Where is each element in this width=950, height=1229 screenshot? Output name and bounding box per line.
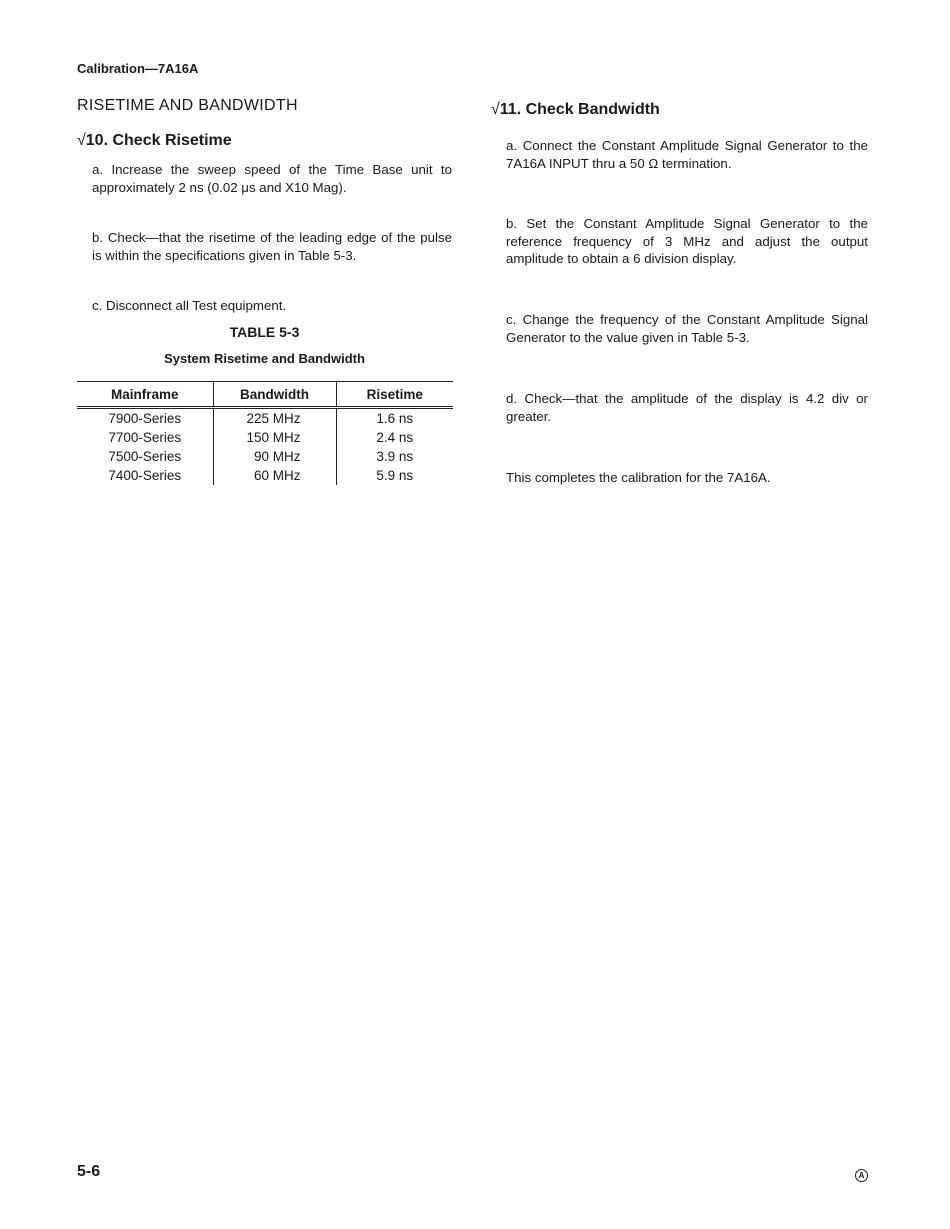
table-cell: 7900-Series bbox=[108, 411, 182, 426]
step-10-a: a. Increase the sweep speed of the Time Base unit to approximately 2 ns (0.02 μs and X10 Mag). bbox=[92, 162, 452, 195]
step-10-b: b. Check—that the risetime of the leading edge of the pulse is within the specifications given in Table 5-3. bbox=[92, 230, 452, 263]
step-10-c: c. Disconnect all Test equipment. bbox=[92, 298, 287, 313]
table-cell: 7400-Series bbox=[108, 468, 182, 483]
step-11-d: d. Check—that the amplitude of the display is 4.2 div or greater. bbox=[506, 391, 868, 424]
risetime-bandwidth-table bbox=[77, 381, 453, 485]
step-11-a: a. Connect the Constant Amplitude Signal Generator to the 7A16A INPUT thru a 50 Ω termination. bbox=[506, 138, 868, 171]
closing-statement: This completes the calibration for the 7A16A. bbox=[506, 470, 771, 485]
table-cell: 3.9 ns bbox=[336, 447, 453, 466]
table-header-cell: Mainframe bbox=[77, 382, 213, 408]
table-cell: 225 MHz bbox=[213, 408, 336, 429]
table-cell: 90 MHz bbox=[213, 447, 336, 466]
step-11-c: c. Change the frequency of the Constant Amplitude Signal Generator to the value given in Table 5-3. bbox=[506, 312, 868, 345]
table-header-row bbox=[77, 382, 453, 408]
table-cell: 1.6 ns bbox=[336, 408, 453, 429]
step-10-title: 10. Check Risetime bbox=[85, 132, 232, 149]
check-mark-icon: √ bbox=[491, 101, 500, 118]
table-cell: 7500-Series bbox=[108, 449, 182, 464]
table-row bbox=[77, 428, 453, 447]
table-cell: 7700-Series bbox=[108, 430, 182, 445]
table-header-cell: Risetime bbox=[336, 382, 453, 408]
section-title: RISETIME AND BANDWIDTH bbox=[77, 97, 298, 114]
table-cell: 150 MHz bbox=[213, 428, 336, 447]
table-row bbox=[77, 466, 453, 485]
table-row bbox=[77, 447, 453, 466]
table-row bbox=[77, 408, 453, 429]
table-cell: 2.4 ns bbox=[336, 428, 453, 447]
step-10-heading bbox=[77, 132, 232, 150]
table-header-cell: Bandwidth bbox=[213, 382, 336, 408]
revision-mark-icon: A bbox=[855, 1169, 868, 1182]
table-title: TABLE 5-3 bbox=[229, 324, 300, 340]
step-11-b: b. Set the Constant Amplitude Signal Generator to the reference frequency of 3 MHz and adjust the output amplitude to obtain a 6 division display. bbox=[506, 216, 868, 266]
check-mark-icon: √ bbox=[77, 132, 86, 149]
table-cell: 5.9 ns bbox=[336, 466, 453, 485]
table-cell: 60 MHz bbox=[213, 466, 336, 485]
running-head: Calibration—7A16A bbox=[77, 61, 199, 76]
step-11-heading bbox=[491, 101, 660, 119]
step-11-title: 11. Check Bandwidth bbox=[499, 101, 660, 118]
table-caption: System Risetime and Bandwidth bbox=[164, 351, 365, 366]
page-number: 5-6 bbox=[77, 1163, 101, 1180]
